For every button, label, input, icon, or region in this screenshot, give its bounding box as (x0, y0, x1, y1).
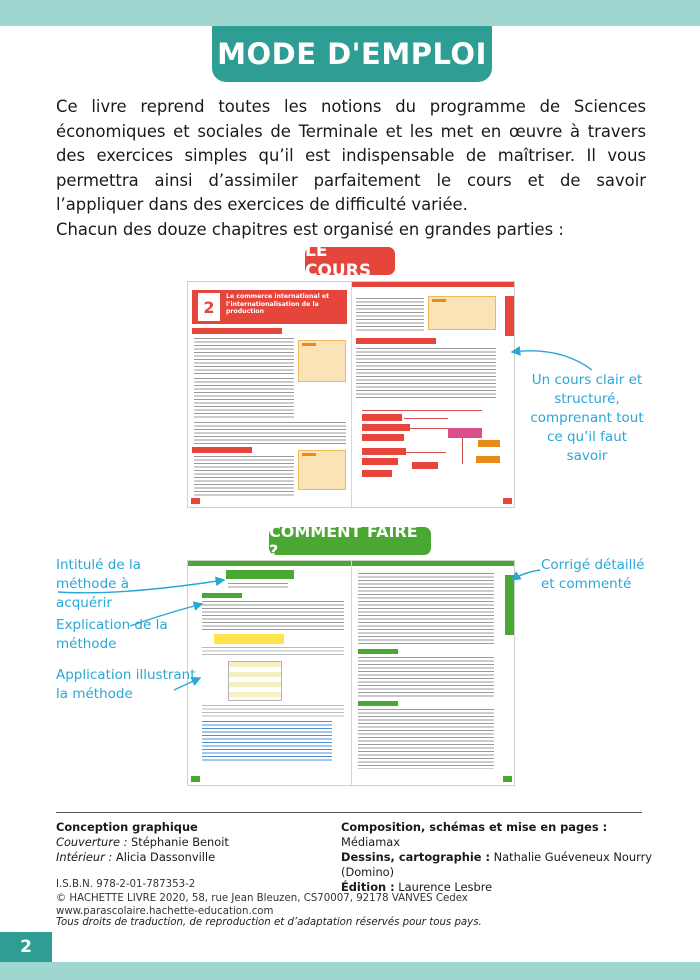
application-text (202, 705, 344, 717)
comment-left-page-number (191, 776, 200, 782)
comment-faire-right-page (352, 561, 515, 785)
credit-edition-name: Laurence Lesbre (398, 880, 493, 894)
cours-text-block (194, 456, 294, 496)
diagram-line (406, 452, 446, 453)
chapter-title: Le commerce international et l’internationalisation de la production (226, 293, 330, 316)
method-explanation-text (202, 601, 344, 631)
running-head (352, 282, 515, 287)
cours-tag-label: LE COURS (305, 241, 372, 281)
running-head (188, 561, 351, 566)
credit-couverture-name: Stéphanie Benoit (131, 835, 229, 849)
diagram-line (404, 418, 448, 419)
application-solution-text (202, 721, 332, 761)
comment-side-tab (505, 575, 515, 635)
cours-section-head-2 (192, 447, 252, 453)
credits-divider (56, 812, 642, 813)
annotation-cours: Un cours clair et structuré, comprenant tout ce qu’il faut savoir (530, 372, 644, 464)
cours-text-block (356, 348, 496, 400)
cours-text-block (194, 378, 294, 418)
corrige-text (358, 709, 494, 769)
credit-interieur-name: Alicia Dassonville (115, 850, 216, 864)
diagram-box (362, 434, 404, 441)
annotation-corrige: Corrigé détaillé et commenté (541, 557, 645, 592)
arrow-cours (512, 351, 592, 370)
cours-section-head-3 (356, 338, 436, 344)
method-section-head (202, 593, 242, 598)
legal-info (56, 878, 656, 919)
annotation-explication: Explication de la méthode (56, 617, 168, 652)
corrige-section-head (358, 649, 398, 654)
credit-composition-name: Médiamax (341, 835, 401, 849)
application-table (228, 661, 282, 701)
comment-faire-left-page (188, 561, 351, 785)
cours-text-block (194, 338, 294, 374)
credit-edition-label: Édition : (341, 880, 395, 894)
diagram-box (448, 428, 482, 438)
cours-text-block (356, 298, 424, 332)
cours-left-page-number (191, 498, 200, 504)
running-head (352, 561, 515, 566)
corrige-text (358, 657, 494, 697)
cours-mot-cle-box (298, 340, 346, 382)
diagram-line (462, 438, 463, 464)
intro-text (56, 95, 646, 242)
cours-section-tag (305, 241, 395, 281)
cours-right-page-number (503, 498, 512, 504)
diagram-box (362, 448, 406, 455)
method-title-line (228, 583, 288, 588)
intro-paragraph-1: Ce livre reprend toutes les notions du programme de Sciences économiques et sociales de Terminale et les met en œuvre à travers des exercices simples qu’il est indispensable de maîtriser. Il vous permettra ainsi d’assimiler parfaitement le cours et de savoir l’appliquer dans des exercices de difficulté variée. (56, 97, 646, 214)
application-text (202, 647, 344, 657)
page-title: MODE D'EMPLOI (217, 37, 487, 71)
chapter-banner (192, 290, 347, 324)
cours-text-block (194, 422, 346, 444)
page-title-banner (212, 26, 492, 82)
isbn: I.S.B.N. 978-2-01-787353-2 (56, 879, 196, 890)
cours-page-spread (187, 281, 515, 508)
annotation-intitule: Intitulé de la méthode à acquérir (56, 557, 141, 611)
page-number-box (0, 932, 52, 962)
cours-left-page (188, 282, 351, 507)
top-band (0, 0, 700, 26)
diagram-line (410, 428, 448, 429)
arrow-corrige (512, 570, 540, 580)
method-formula-box (214, 634, 284, 644)
diagram-box (412, 462, 438, 469)
diagram-box (476, 456, 500, 463)
corrige-section-head (358, 701, 398, 706)
cours-right-page (352, 282, 515, 507)
comment-faire-mini-title (226, 570, 294, 579)
diagram-box (478, 440, 500, 447)
diagram-box (362, 414, 402, 421)
comment-faire-page-spread (187, 560, 515, 786)
credit-couverture-label: Couverture : (56, 835, 128, 849)
cours-side-tab (505, 296, 515, 336)
diagram-box (362, 458, 398, 465)
intro-paragraph-2: Chacun des douze chapitres est organisé en grandes parties : (56, 219, 564, 239)
copyright: © HACHETTE LIVRE 2020, 58, rue Jean Bleuzen, CS70007, 92178 VANVES Cedex (56, 892, 468, 904)
cours-mot-cle-box (428, 296, 496, 330)
annotation-application: Application illustrant la méthode (56, 667, 196, 702)
bottom-band (0, 962, 700, 980)
credits-left (56, 820, 326, 865)
credit-conception-label: Conception graphique (56, 820, 198, 834)
diagram-box (362, 470, 392, 477)
publisher-website: www.parascolaire.hachette-education.com (56, 906, 274, 917)
corrige-text (358, 573, 494, 645)
credit-dessins-name: Nathalie Guéveneux Nourry (Domino) (341, 850, 653, 879)
credit-interieur-label: Intérieur : (56, 850, 113, 864)
page-number: 2 (20, 937, 32, 957)
comment-right-page-number (503, 776, 512, 782)
chapter-number: 2 (198, 293, 220, 321)
credit-composition-label: Composition, schémas et mise en pages : (341, 820, 608, 834)
diagram-line (362, 410, 482, 411)
rights-notice: Tous droits de traduction, de reproduction et d’adaptation réservés pour tous pays. (56, 917, 482, 928)
credit-dessins-label: Dessins, cartographie : (341, 850, 491, 864)
diagram-box (362, 424, 410, 431)
comment-faire-section-tag (269, 522, 431, 560)
comment-faire-tag-label: COMMENT FAIRE ? (269, 522, 418, 560)
cours-mot-cle-box (298, 450, 346, 490)
cours-section-head-1 (192, 328, 282, 334)
